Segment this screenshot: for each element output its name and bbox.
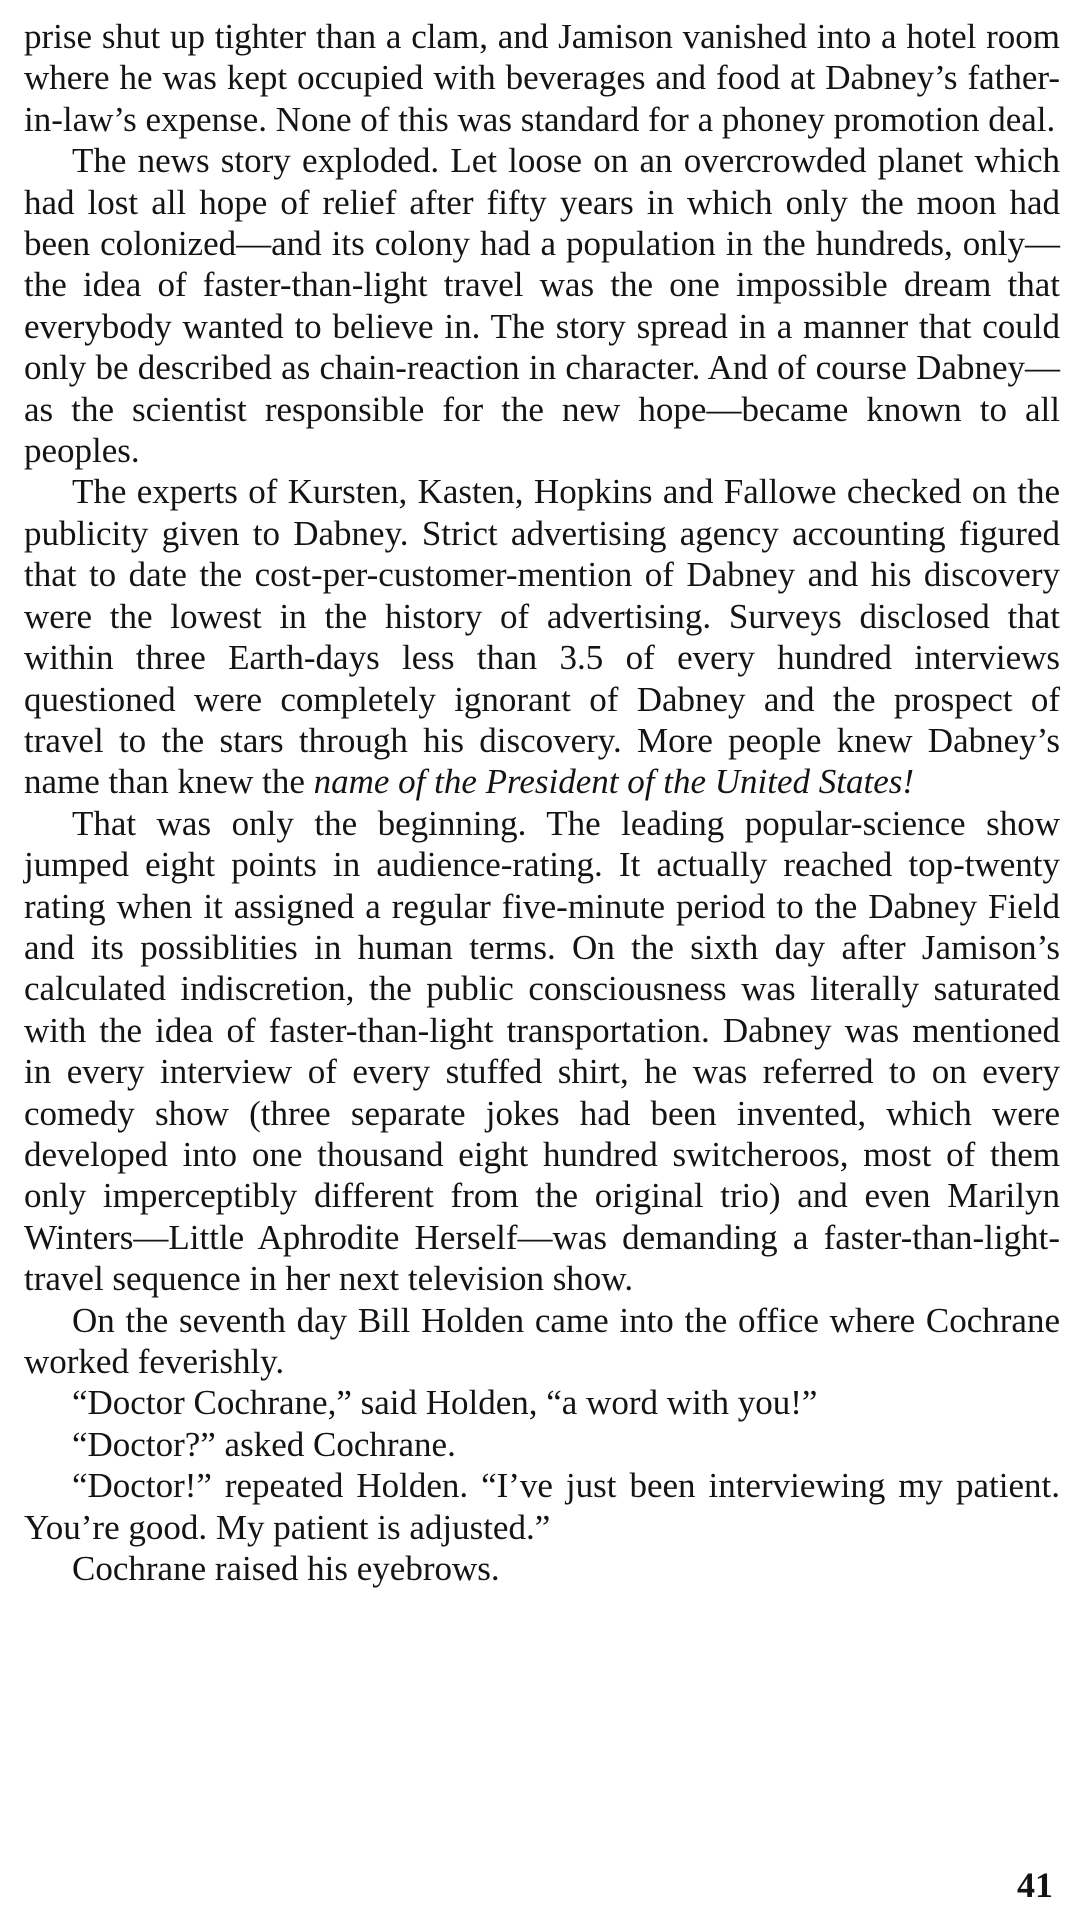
- paragraph-9: Cochrane raised his eyebrows.: [72, 1549, 500, 1589]
- paragraph-2: The news story exploded. Let loose on an overcrowded planet which had lost all hope of relief after fifty years in which only the moon had been colonized—and its colony had a population in the hundreds, only—the idea of faster-than-light travel was the one impossible dream that everybody wanted to believe in. The story spread in a manner that could only be described as chain-reaction in character. And of course Dabney—as the scientist responsible for the new hope—became known to all peoples.: [24, 141, 1060, 471]
- paragraph-8: “Doctor!” repeated Holden. “I’ve just been interviewing my patient. You’re good. My patient is adjusted.”: [24, 1466, 1060, 1547]
- paragraph-1: prise shut up tighter than a clam, and Jamison vanished into a hotel room where he was kept occupied with beverages and food at Dabney’s father-in-law’s expense. None of this was standard for a phoney promotion deal.: [24, 17, 1060, 139]
- page-body: [24, 16, 1060, 1589]
- paragraph-4: That was only the beginning. The leading popular-science show jumped eight points in audience-rating. It actually reached top-twenty rating when it assigned a regular five-minute period to the Dabney Field and its possiblities in human terms. On the sixth day after Jamison’s calculated indiscretion, the public consciousness was literally saturated with the idea of faster-than-light transportation. Dabney was mentioned in every interview of every stuffed shirt, he was referred to on every comedy show (three separate jokes had been invented, which were developed into one thousand eight hundred switcheroos, most of them only imperceptibly different from the original trio) and even Marilyn Winters—Little Aphrodite Herself—was demanding a faster-than-light-travel sequence in her next television show.: [24, 803, 1060, 1299]
- paragraph-6: “Doctor Cochrane,” said Holden, “a word with you!”: [72, 1383, 818, 1423]
- italic-phrase: name of the President of the United States!: [313, 762, 915, 802]
- paragraph-7: “Doctor?” asked Cochrane.: [72, 1424, 456, 1464]
- page-number: 41: [1017, 1865, 1053, 1905]
- paragraph-3: The experts of Kursten, Kasten, Hopkins and Fallowe checked on the publicity given to Dabney. Strict advertising agency accounting figured that to date the cost-per-customer-mention of Dabney and his discovery were the lowest in the history of advertising. Surveys disclosed that within three Earth-days less than 3.5 of every hundred interviews questioned were completely ignorant of Dabney and the prospect of travel to the stars through his discovery. More people knew Dabney’s name than knew the name of the President of the United States!: [24, 472, 1060, 802]
- paragraph-5: On the seventh day Bill Holden came into the office where Cochrane worked feverishly.: [24, 1300, 1060, 1381]
